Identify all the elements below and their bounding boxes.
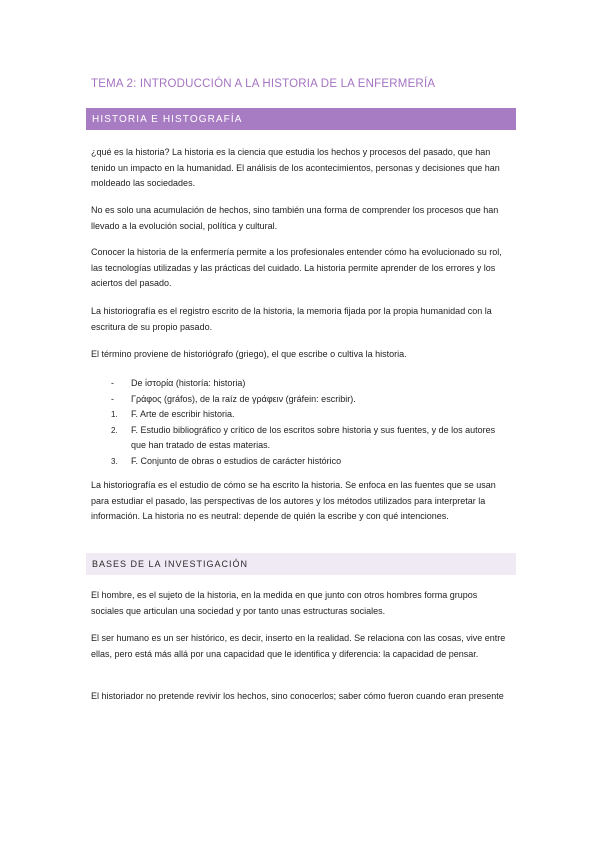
list-marker: 3. (111, 456, 118, 466)
paragraph-conocer-historia: Conocer la historia de la enfermería permite a los profesionales entender cómo ha evolucionado su rol, las tecnologías utilizadas y las prácticas del cuidado. La historia permite aprender de los errores y los aciertos del pasado. (91, 247, 502, 288)
paragraph-no-es-solo: No es solo una acumulación de hechos, sino también una forma de comprender los procesos que han llevado a la evolución social, política y cultural. (91, 205, 499, 231)
list-marker: - (111, 393, 114, 404)
section-heading-historia: HISTORIA E HISTOGRAFÍA (86, 108, 516, 130)
etymology-list (91, 376, 511, 469)
paragraph-termino-proviene: El término proviene de historiógrafo (griego), el que escribe o cultiva la historia. (91, 349, 407, 359)
list-item-text: F. Arte de escribir historia. (131, 409, 235, 419)
list-item (91, 376, 511, 392)
paragraph-ser-historico: El ser humano es un ser histórico, es decir, inserto en la realidad. Se relaciona con las cosas, vive entre ellas, pero está más allá por una capacidad que le identifica y diferencia: la capacidad de pensar. (91, 633, 506, 659)
paragraph-historiografia-estudio: La historiografía es el estudio de cómo se ha escrito la historia. Se enfoca en las fuentes que se usan para estudiar el pasado, las perspectivas de los autores y los métodos utilizados para interpretar la información. La historia no es neutral: depende de quién la escribe y con qué intenciones. (91, 480, 496, 521)
list-marker: 1. (111, 410, 118, 419)
list-item (91, 454, 511, 470)
list-item (91, 407, 511, 423)
list-marker: 2. (111, 425, 118, 435)
page-title: TEMA 2: INTRODUCCIÓN A LA HISTORIA DE LA ENFERMERÍA (91, 78, 436, 90)
paragraph-historiografia-registro: La historiografía es el registro escrito de la historia, la memoria fijada por la propia humanidad con la escritura de su propio pasado. (91, 306, 492, 332)
list-item (91, 392, 511, 408)
list-item-text: F. Conjunto de obras o estudios de carácter histórico (131, 455, 342, 466)
paragraph-que-es-historia: ¿qué es la historia? La historia es la ciencia que estudia los hechos y procesos del pasado, que han tenido un impacto en la humanidad. El análisis de los acontecimientos, personas y decisiones que han moldeado las sociedades. (91, 147, 500, 188)
paragraph-historiador: El historiador no pretende revivir los hechos, sino conocerlos; saber cómo fueron cuando eran presente (91, 691, 504, 701)
list-item-text: Γράφος (gráfos), de la raíz de γράφειν (gráfein: escribir). (131, 393, 356, 404)
list-item-text: De ἱστορία (historía: historia) (131, 378, 246, 388)
paragraph-hombre-sujeto: El hombre, es el sujeto de la historia, en la medida en que junto con otros hombres forma grupos sociales que articulan una sociedad y por tanto unas estructuras sociales. (91, 590, 478, 616)
list-marker: - (111, 378, 114, 388)
section-heading-bases: BASES DE LA INVESTIGACIÓN (86, 553, 516, 575)
list-item (91, 423, 511, 454)
list-item-text: F. Estudio bibliográfico y crítico de los escritos sobre historia y sus fuentes, y de los autores que han tratado de estas materias. (131, 424, 496, 450)
